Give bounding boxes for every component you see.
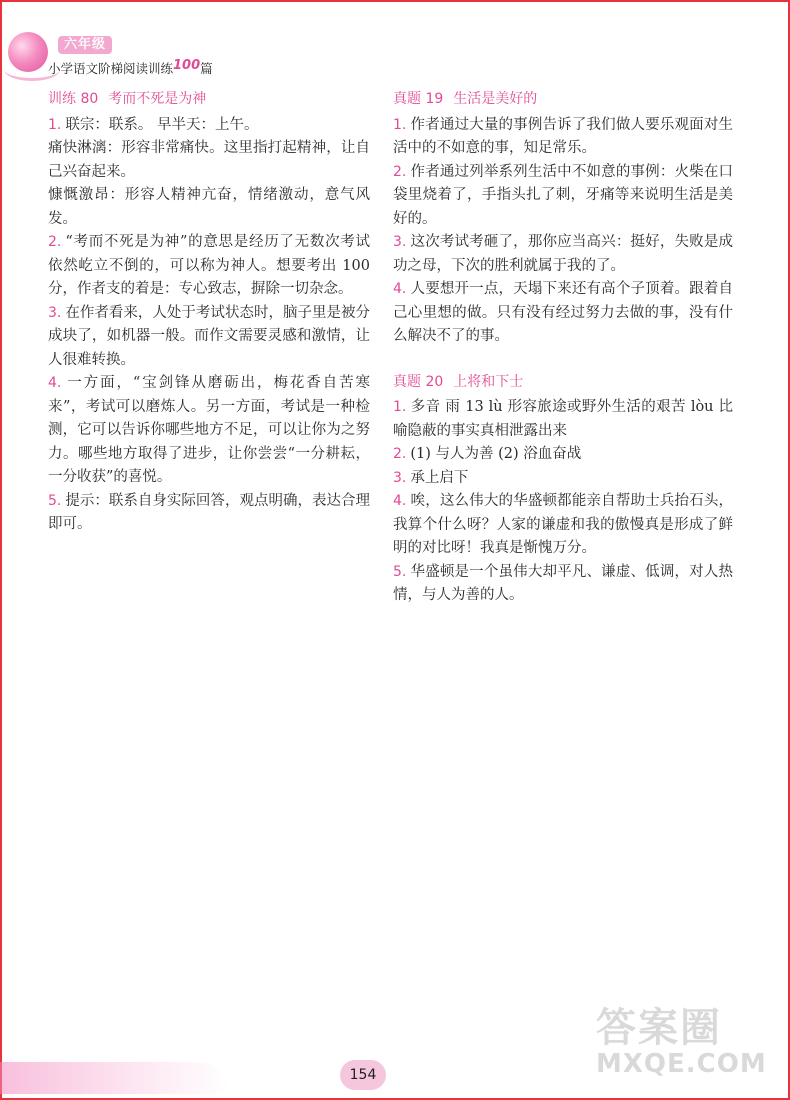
answer-number: 1.: [48, 116, 62, 133]
section-label: 真题 20: [393, 373, 444, 390]
right-column: [393, 88, 733, 608]
series-title: [48, 59, 213, 77]
answer-paragraph: [393, 443, 733, 467]
answer-text: 多音 雨 13 lù 形容旅途或野外生活的艰苦 lòu 比喻隐蔽的事实真相泄露出来: [393, 399, 733, 439]
answer-text: 提示：联系自身实际回答，观点明确，表达合理即可。: [48, 492, 370, 532]
answer-paragraph: [48, 184, 370, 231]
section-title: 生活是美好的: [453, 91, 538, 107]
answer-text: (1) 与人为善 (2) 浴血奋战: [410, 446, 582, 462]
answer-text: 在作者看来，人处于考试状态时，脑子里是被分成块了，如机器一般。而作文需要灵感和激情，让人很难转换。: [48, 304, 370, 368]
answer-text: 痛快淋漓：形容非常痛快。这里指打起精神，让自己兴奋起来。: [48, 140, 370, 180]
section-label: 训练 80: [48, 91, 99, 107]
answer-text: 唉，这么伟大的华盛顿都能亲自帮助士兵抬石头，我算个什么呀？人家的谦虚和我的傲慢真是形成了鲜明的对比呀！我真是惭愧万分。: [393, 493, 733, 556]
answer-paragraph: [48, 302, 370, 373]
grade-badge: 六年级: [58, 36, 112, 54]
answer-text: 这次考试考砸了，那你应当高兴：挺好，失败是成功之母，下次的胜利就属于我的了。: [393, 234, 733, 274]
answer-number: 5.: [48, 492, 62, 509]
answer-number: 4.: [48, 375, 62, 391]
answer-paragraph: [393, 490, 733, 561]
answer-number: 1.: [393, 116, 407, 133]
section-heading-exam-19: [393, 88, 733, 112]
section-heading-training-80: [48, 88, 370, 112]
answer-number: 2.: [48, 234, 62, 250]
left-column: [48, 88, 370, 537]
answer-number: 3.: [48, 304, 62, 321]
answer-number: 5.: [393, 563, 407, 580]
section-heading-exam-20: [393, 371, 733, 395]
answer-paragraph: [48, 372, 370, 490]
footer-decoration: [0, 1062, 230, 1094]
answer-paragraph: [48, 137, 370, 184]
watermark: [596, 1006, 776, 1086]
answer-text: 一方面，“宝剑锋从磨砺出，梅花香自苦寒来”，考试可以磨炼人。另一方面，考试是一种检测，它可以告诉你哪些地方不足，可以让你为之努力。哪些地方取得了进步，让你尝尝“一分耕耘，一分收获”的喜悦。: [48, 375, 370, 485]
answer-paragraph: [393, 161, 733, 232]
series-title-text: 小学语文阶梯阅读训练: [48, 61, 174, 76]
watermark-domain: MXQE.COM: [596, 1049, 767, 1079]
answer-text: 联宗：联系。 早半天：上午。: [65, 116, 259, 133]
answer-text: 承上启下: [410, 469, 469, 486]
answer-number: 2.: [393, 163, 407, 180]
answer-paragraph: [393, 231, 733, 278]
answer-text: 人要想开一点，天塌下来还有高个子顶着。跟着自己心里想的做。只有没有经过努力去做的事，没有什么解决不了的事。: [393, 281, 733, 344]
answer-paragraph: [48, 231, 370, 302]
watermark-logo-text: 答案圈: [596, 1005, 722, 1051]
answer-number: 1.: [393, 399, 407, 415]
answer-text: 作者通过大量的事例告诉了我们做人要乐观面对生活中的不如意的事，知足常乐。: [393, 116, 733, 156]
answer-text: 作者通过列举系列生活中不如意的事例：火柴在口袋里烧着了，手指头扎了刺，牙痛等来说明生活是美好的。: [393, 163, 733, 227]
section-title: 考而不死是为神: [108, 91, 207, 107]
answer-paragraph: [48, 114, 370, 138]
answer-text: 慷慨激昂：形容人精神亢奋，情绪激动，意气风发。: [48, 187, 370, 227]
section-label: 真题 19: [393, 91, 444, 107]
series-suffix: 篇: [200, 61, 213, 76]
answer-paragraph: [393, 114, 733, 161]
answer-paragraph: [48, 490, 370, 537]
section-title: 上将和下士: [453, 373, 524, 390]
answer-number: 3.: [393, 234, 407, 250]
answer-paragraph: [393, 278, 733, 349]
answer-text: “考而不死是为神”的意思是经历了无数次考试依然屹立不倒的，可以称为神人。想要考出 100 分，作者支的着是：专心致志，摒除一切杂念。: [48, 234, 370, 297]
series-hundred: 100: [173, 58, 201, 73]
answer-number: 4.: [393, 281, 407, 297]
answer-number: 4.: [393, 493, 407, 509]
answer-number: 3.: [393, 469, 407, 486]
answer-paragraph: [393, 467, 733, 491]
answer-paragraph: [393, 396, 733, 443]
page-number: 154: [340, 1060, 386, 1090]
answer-text: 华盛顿是一个虽伟大却平凡、谦虚、低调，对人热情，与人为善的人。: [393, 563, 733, 603]
answer-number: 2.: [393, 446, 407, 462]
answer-paragraph: [393, 561, 733, 608]
